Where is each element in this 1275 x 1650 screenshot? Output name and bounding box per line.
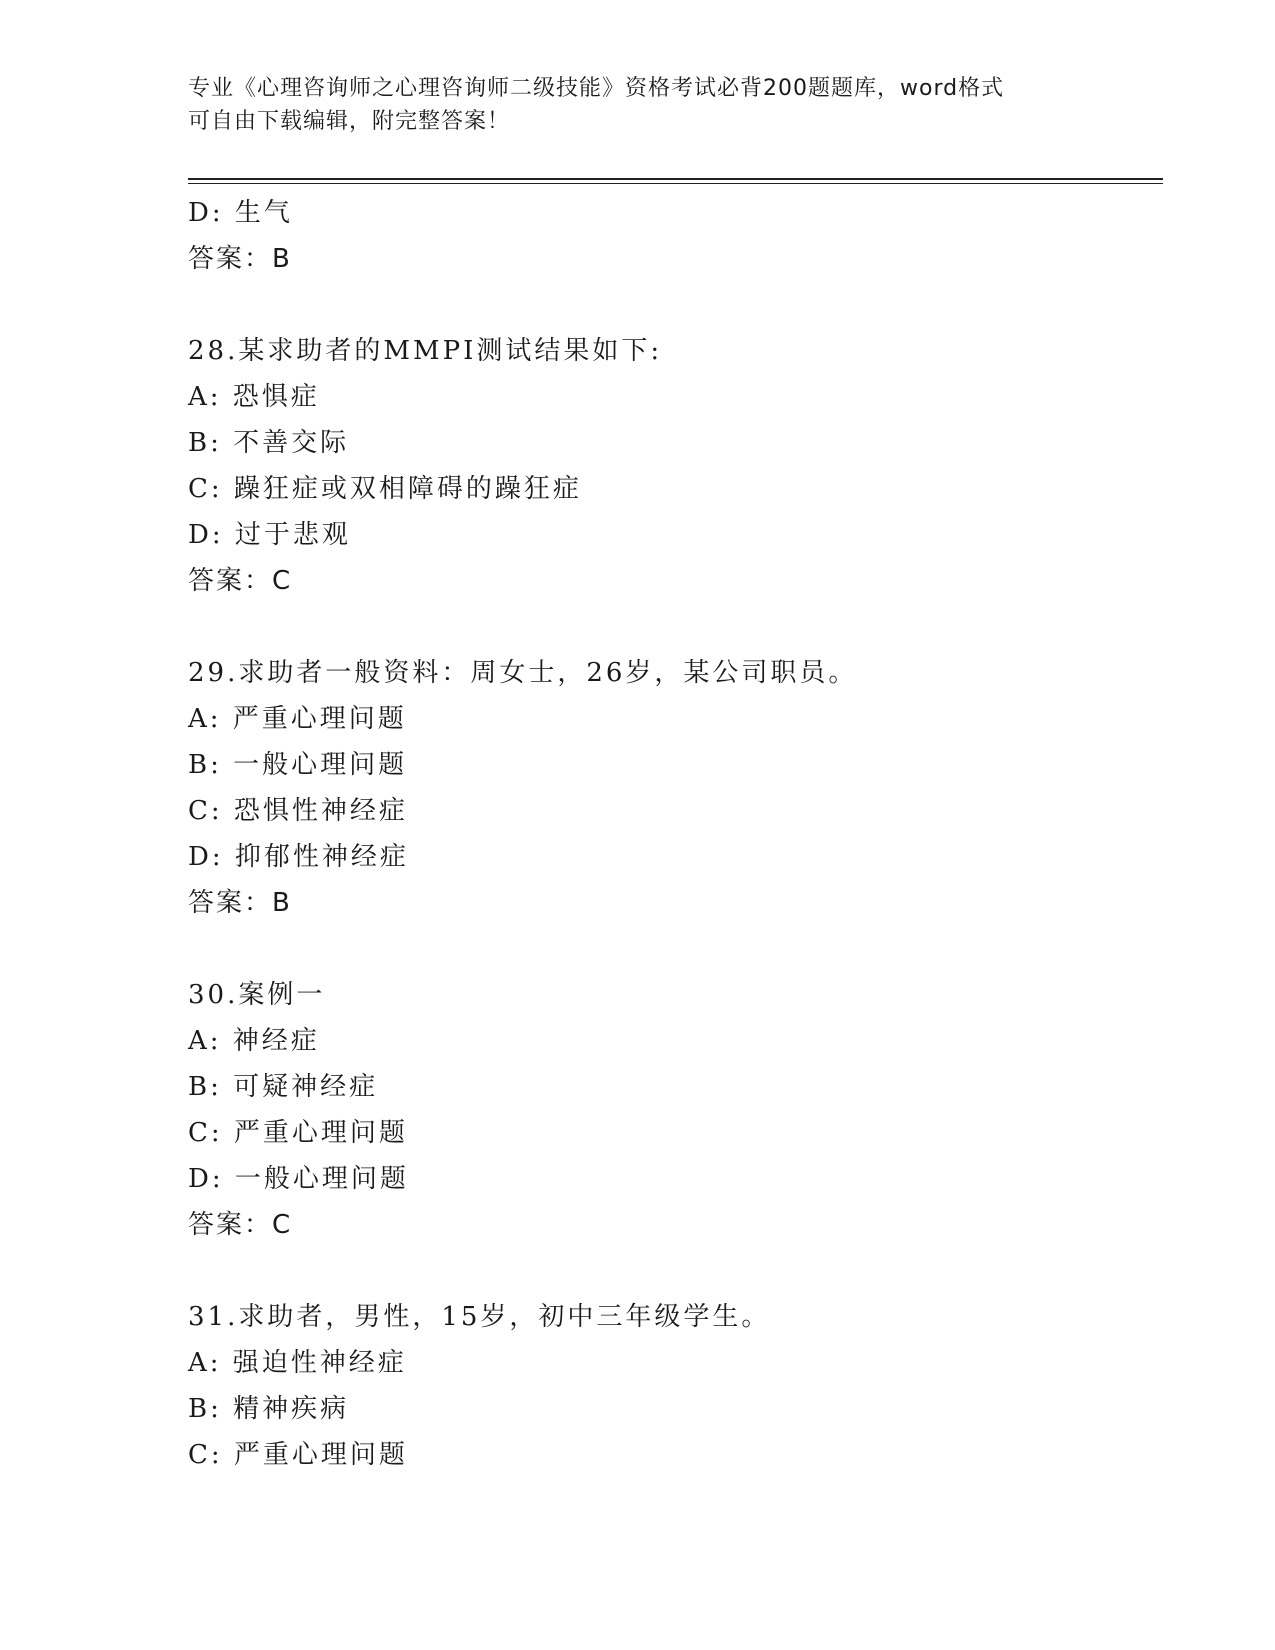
header-rule-thin — [188, 183, 1163, 184]
spacer — [188, 926, 1163, 972]
answer-text: 答案：B — [188, 244, 292, 274]
option-c: C: 严重心理问题 — [188, 1440, 408, 1470]
option-d: D: 生气 — [188, 198, 293, 228]
option-a: A: 神经症 — [188, 1026, 320, 1056]
question-31 — [188, 1294, 1163, 1478]
option-d: D: 一般心理问题 — [188, 1164, 409, 1194]
spacer — [188, 604, 1163, 650]
option-b: B: 可疑神经症 — [188, 1072, 379, 1102]
answer-text: 答案：C — [188, 566, 293, 596]
answer-text: 答案：B — [188, 888, 292, 918]
option-a: A: 恐惧症 — [188, 382, 320, 412]
question-28 — [188, 328, 1163, 604]
answer-text: 答案：C — [188, 1210, 293, 1240]
header-line-1: 专业《心理咨询师之心理咨询师二级技能》资格考试必背200题题库，word格式 — [188, 76, 1005, 101]
option-d: D: 抑郁性神经症 — [188, 842, 409, 872]
option-b: B: 不善交际 — [188, 428, 350, 458]
option-b: B: 精神疾病 — [188, 1394, 350, 1424]
option-c: C: 躁狂症或双相障碍的躁狂症 — [188, 474, 582, 504]
question-stem: 28.某求助者的MMPI测试结果如下: — [188, 336, 663, 366]
question-stem: 31.求助者，男性，15岁，初中三年级学生。 — [188, 1302, 771, 1332]
question-stem: 29.求助者一般资料：周女士，26岁，某公司职员。 — [188, 658, 858, 688]
header-rule-thick — [188, 178, 1163, 180]
header-line-2: 可自由下载编辑，附完整答案！ — [188, 109, 511, 134]
option-d: D: 过于悲观 — [188, 520, 351, 550]
spacer — [188, 282, 1163, 328]
option-a: A: 严重心理问题 — [188, 704, 407, 734]
spacer — [188, 1248, 1163, 1294]
question-29 — [188, 650, 1163, 926]
option-c: C: 严重心理问题 — [188, 1118, 408, 1148]
option-c: C: 恐惧性神经症 — [188, 796, 408, 826]
option-a: A: 强迫性神经症 — [188, 1348, 407, 1378]
option-b: B: 一般心理问题 — [188, 750, 408, 780]
question-30 — [188, 972, 1163, 1248]
document-header — [188, 72, 1088, 138]
question-stem: 30.案例一 — [188, 980, 326, 1010]
document-body — [188, 190, 1163, 1478]
